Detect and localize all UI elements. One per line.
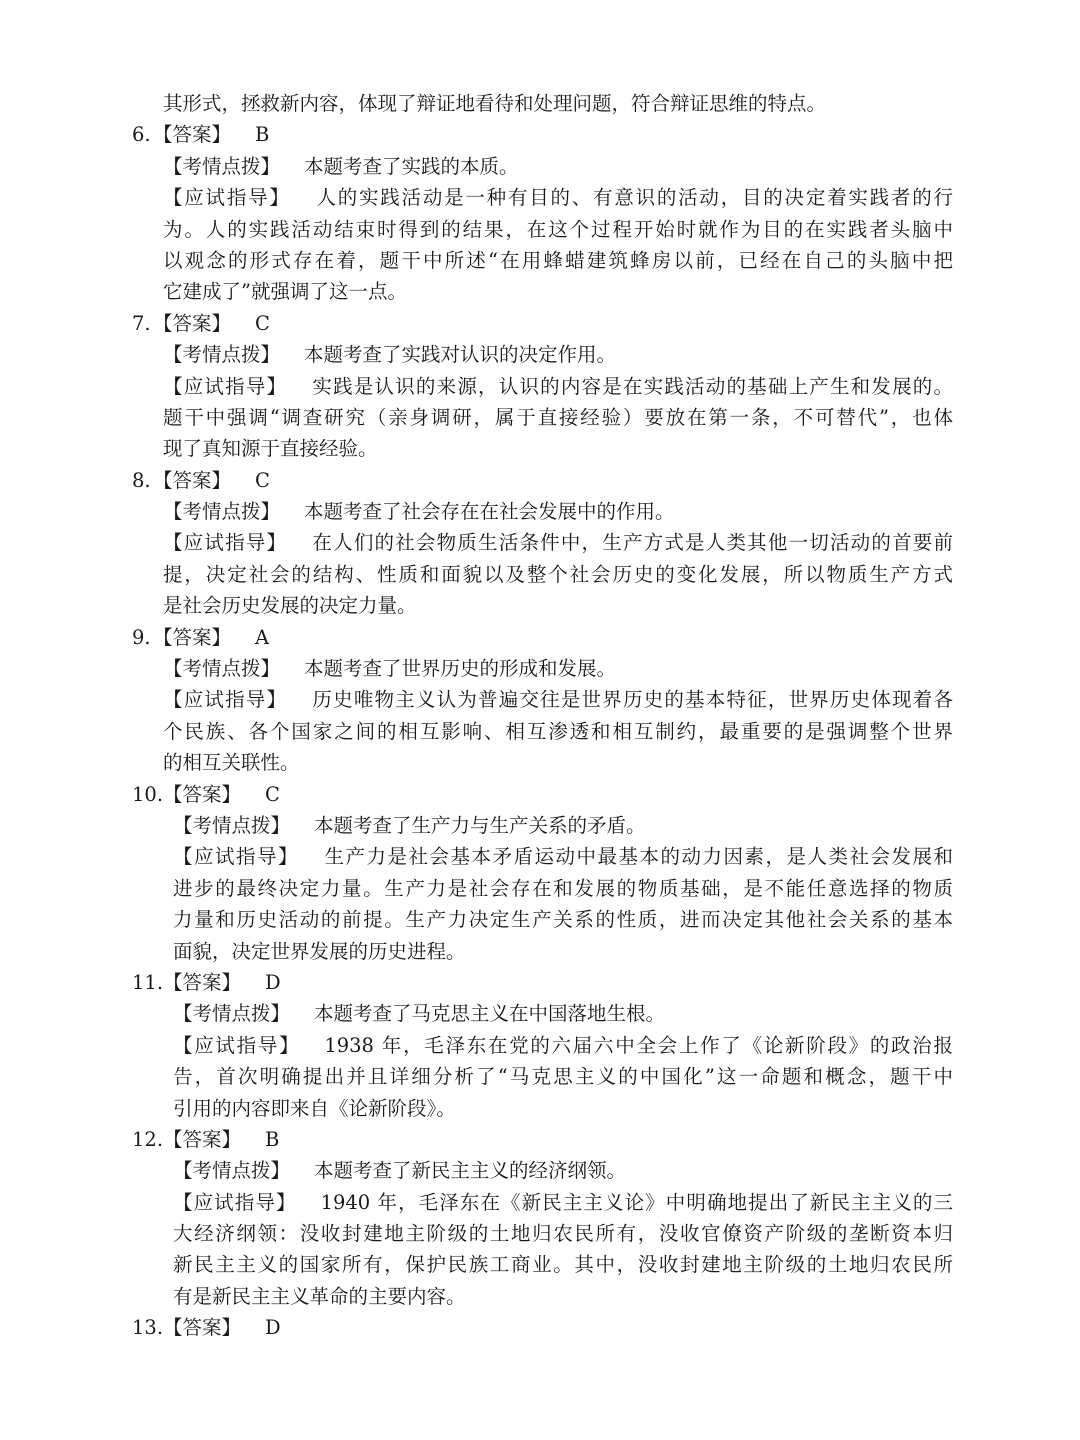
- guide-row: [0, 182, 953, 213]
- guide-label: 【应试指导】: [163, 531, 288, 555]
- question-number: 6.: [132, 123, 151, 147]
- guide-row: [0, 371, 953, 402]
- guide-row: [0, 1187, 953, 1218]
- answer-value: C: [265, 782, 280, 806]
- answer-value: C: [255, 468, 270, 492]
- question-number: 10.: [132, 782, 164, 806]
- guide-line: 大经济纲领：没收封建地主阶级的土地归农民所有，没收官僚资产阶级的垄断资本归: [173, 1222, 953, 1246]
- answer-item-11: [0, 967, 1080, 1124]
- answer-item-6: [0, 119, 1080, 307]
- point-text: 本题考查了新民主主义的经济纲领。: [314, 1159, 627, 1183]
- guide-row: [0, 841, 953, 872]
- guide-line: 题干中强调“调查研究（亲身调研，属于直接经验）要放在第一条，不可替代”，也体: [163, 405, 953, 429]
- question-number: 7.: [132, 311, 151, 335]
- answer-value: C: [255, 311, 270, 335]
- point-label: 【考情点拨】: [173, 1002, 291, 1026]
- guide-line: 个民族、各个国家之间的相互影响、相互渗透和相互制约，最重要的是强调整个世界: [163, 719, 953, 743]
- guide-label: 【应试指导】: [163, 688, 288, 712]
- question-number: 9.: [132, 625, 151, 649]
- answer-row: [0, 622, 1080, 653]
- guide-line: 有是新民主主义革命的主要内容。: [173, 1284, 466, 1308]
- guide-text: 1940 年，毛泽东在《新民主主义论》中明确地提出了新民主主义的三: [320, 1190, 953, 1214]
- question-number: 11.: [132, 970, 164, 994]
- answer-value: B: [265, 1127, 280, 1151]
- answer-value: A: [255, 625, 270, 649]
- point-text: 本题考查了马克思主义在中国落地生根。: [314, 1002, 666, 1026]
- guide-line: 它建成了”就强调了这一点。: [163, 280, 407, 304]
- guide-text: 人的实践活动是一种有目的、有意识的活动，目的决定着实践者的行: [314, 186, 953, 210]
- answer-label: 【答案】: [153, 123, 232, 147]
- guide-label: 【应试指导】: [163, 374, 288, 398]
- guide-text: 生产力是社会基本矛盾运动中最基本的动力因素，是人类社会发展和: [323, 845, 953, 869]
- guide-label: 【应试指导】: [173, 1190, 297, 1214]
- point-label: 【考情点拨】: [163, 154, 281, 178]
- guide-line: 力量和历史活动的前提。生产力决定生产关系的性质，进而决定其他社会关系的基本: [173, 908, 953, 932]
- answer-row: [0, 967, 1080, 998]
- guide-text: 实践是认识的来源，认识的内容是在实践活动的基础上产生和发展的。: [311, 374, 953, 398]
- answer-value: B: [255, 123, 270, 147]
- guide-line: 的相互关联性。: [163, 751, 300, 775]
- point-label: 【考情点拨】: [163, 343, 281, 367]
- question-number: 8.: [132, 468, 151, 492]
- guide-text: 1938 年，毛泽东在党的六届六中全会上作了《论新阶段》的政治报: [324, 1033, 953, 1057]
- point-row: [0, 339, 953, 370]
- answer-row: [0, 308, 1080, 339]
- point-row: [0, 151, 953, 182]
- answer-label: 【答案】: [163, 970, 242, 994]
- answer-item-12: [0, 1124, 1080, 1312]
- guide-line: 现了真知源于直接经验。: [163, 437, 378, 461]
- answer-label: 【答案】: [153, 311, 232, 335]
- point-text: 本题考查了实践对认识的决定作用。: [304, 343, 617, 367]
- guide-text: 在人们的社会物质生活条件中，生产方式是人类其他一切活动的首要前: [311, 531, 953, 555]
- question-number: 12.: [132, 1127, 164, 1151]
- guide-line: 提，决定社会的结构、性质和面貌以及整个社会历史的变化发展，所以物质生产方式: [163, 562, 953, 586]
- point-row: [0, 496, 953, 527]
- point-row: [0, 810, 953, 841]
- point-row: [0, 653, 953, 684]
- guide-label: 【应试指导】: [163, 186, 291, 210]
- answer-item-9: [0, 622, 1080, 779]
- guide-line: 面貌，决定世界发展的历史进程。: [173, 939, 466, 963]
- answer-row: [0, 1312, 1080, 1343]
- guide-line: 以观念的形式存在着，题干中所述“在用蜂蜡建筑蜂房以前，已经在自己的头脑中把: [163, 248, 953, 272]
- answer-row: [0, 1124, 1080, 1155]
- point-text: 本题考查了社会存在在社会发展中的作用。: [304, 500, 675, 524]
- answer-item-13: [0, 1312, 1080, 1343]
- guide-row: [0, 1030, 953, 1061]
- answer-value: D: [265, 970, 281, 994]
- guide-label: 【应试指导】: [173, 1033, 301, 1057]
- answer-item-8: [0, 465, 1080, 622]
- answer-item-10: [0, 779, 1080, 967]
- guide-line: 告，首次明确提出并且详细分析了“马克思主义的中国化”这一命题和概念，题干中: [173, 1065, 953, 1089]
- point-label: 【考情点拨】: [173, 1159, 291, 1183]
- guide-row: [0, 684, 953, 715]
- intro-line: 其形式，拯救新内容，体现了辩证地看待和处理问题，符合辩证思维的特点。: [163, 92, 827, 115]
- answer-label: 【答案】: [163, 782, 242, 806]
- guide-line: 为。人的实践活动结束时得到的结果，在这个过程开始时就作为目的在实践者头脑中: [163, 217, 953, 241]
- answer-page: [0, 88, 1080, 1344]
- guide-row: [0, 527, 953, 558]
- point-label: 【考情点拨】: [163, 657, 281, 681]
- answer-value: D: [265, 1316, 281, 1340]
- answer-label: 【答案】: [153, 468, 232, 492]
- answer-item-7: [0, 308, 1080, 465]
- point-label: 【考情点拨】: [163, 500, 281, 524]
- guide-text: 历史唯物主义认为普遍交往是世界历史的基本特征，世界历史体现着各: [311, 688, 953, 712]
- answer-row: [0, 119, 1080, 150]
- point-text: 本题考查了世界历史的形成和发展。: [304, 657, 617, 681]
- guide-line: 引用的内容即来自《论新阶段》。: [173, 1096, 456, 1120]
- point-row: [0, 998, 953, 1029]
- guide-line: 进步的最终决定力量。生产力是社会存在和发展的物质基础，是不能任意选择的物质: [173, 876, 953, 900]
- answer-label: 【答案】: [153, 625, 232, 649]
- guide-line: 是社会历史发展的决定力量。: [163, 594, 417, 618]
- guide-line: 新民主主义的国家所有，保护民族工商业。其中，没收封建地主阶级的土地归农民所: [173, 1253, 953, 1277]
- answer-label: 【答案】: [163, 1127, 242, 1151]
- point-text: 本题考查了生产力与生产关系的矛盾。: [314, 813, 646, 837]
- point-row: [0, 1155, 953, 1186]
- answer-row: [0, 465, 1080, 496]
- guide-label: 【应试指导】: [173, 845, 299, 869]
- question-number: 13.: [132, 1316, 164, 1340]
- answer-label: 【答案】: [163, 1316, 242, 1340]
- point-text: 本题考查了实践的本质。: [304, 154, 519, 178]
- answer-row: [0, 779, 1080, 810]
- point-label: 【考情点拨】: [173, 813, 291, 837]
